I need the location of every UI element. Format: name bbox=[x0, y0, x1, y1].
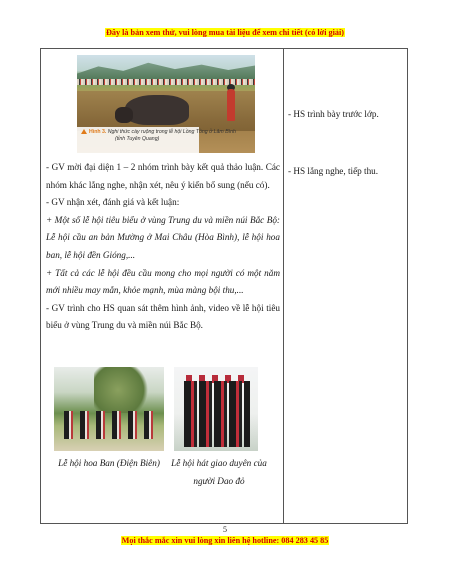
column-divider bbox=[283, 49, 284, 523]
photo-buffalo-head bbox=[115, 107, 133, 123]
photo-buffalo bbox=[125, 95, 189, 125]
page-number: 5 bbox=[223, 525, 227, 534]
preview-banner bbox=[0, 28, 450, 37]
photo-hills bbox=[77, 61, 255, 79]
hotline-banner bbox=[0, 536, 450, 545]
photo-dancers bbox=[64, 411, 154, 439]
caption-hoa-ban: Lễ hội hoa Ban (Điện Biên) bbox=[58, 458, 160, 468]
lesson-table bbox=[40, 48, 408, 524]
caption-dao-do-line2: người Dao đỏ bbox=[193, 475, 245, 486]
hoa-ban-festival-photo bbox=[54, 367, 164, 451]
paragraph-media: - GV trình cho HS quan sát thêm hình ảnh, video về lễ hội tiêu biểu ở vùng Trung du và miền núi Bắc Bộ. bbox=[46, 302, 280, 331]
caption-dao-do bbox=[170, 455, 268, 490]
dao-do-festival-photo bbox=[174, 367, 258, 451]
paragraph-report: - GV mời đại diện 1 – 2 nhóm trình bày kết quả thảo luận. Các nhóm khác lắng nghe, nhận xét, nêu ý kiến bổ sung (nếu có). bbox=[46, 162, 280, 190]
caption-text: Nghi thức cày ruộng trong lễ hội Lồng Tồng ở Lâm Bình bbox=[107, 129, 236, 135]
photo-tree bbox=[94, 367, 154, 413]
hotline-banner-text: Mọi thắc mắc xin vui lòng xin liên hệ hotline: 084 283 45 85 bbox=[121, 536, 329, 545]
preview-banner-text: Đây là bản xem thử, vui lòng mua tài liệu để xem chi tiết (có lời giải) bbox=[105, 28, 344, 37]
paragraph-festivals: + Một số lễ hội tiêu biểu ở vùng Trung du và miền núi Bắc Bộ: Lễ hội cầu an bản Mường ở Mai Châu (Hòa Bình), lễ hội hoa ban, lễ hội đền Gióng,... bbox=[46, 214, 280, 260]
photo-caption bbox=[81, 129, 241, 143]
teacher-text bbox=[46, 159, 280, 335]
student-present: - HS trình bày trước lớp. bbox=[288, 109, 379, 119]
paragraph-wishes: + Tất cả các lễ hội đều cầu mong cho mọi người có một năm mới nhiều may mắn, khỏe mạnh, mùa màng bội thu,... bbox=[46, 267, 280, 296]
triangle-icon bbox=[81, 129, 87, 134]
student-listen: - HS lắng nghe, tiếp thu. bbox=[288, 166, 379, 176]
caption-dao-do-line1: Lễ hội hát giao duyên của bbox=[171, 458, 267, 468]
caption-text-2: (tỉnh Tuyên Quang) bbox=[115, 136, 160, 142]
caption-label: Hình 3. bbox=[89, 129, 107, 135]
buffalo-ploughing-photo bbox=[77, 55, 255, 153]
photo-farmer bbox=[227, 89, 235, 121]
paragraph-conclusion: - GV nhận xét, đánh giá và kết luận: bbox=[46, 197, 180, 208]
photo-people bbox=[184, 381, 250, 447]
